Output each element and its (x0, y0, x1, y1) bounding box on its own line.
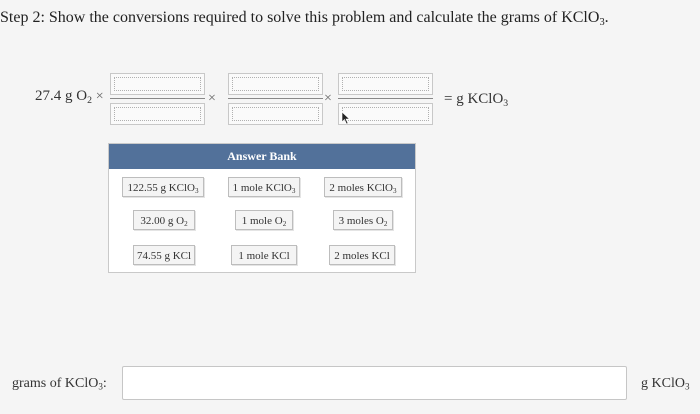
tile-subscript: 3 (392, 187, 397, 196)
answer-tile-32-00-g-o2[interactable] (133, 210, 195, 230)
answer-label-text: grams of KClO (12, 376, 99, 391)
answer-tile-1-mole-o2[interactable] (235, 210, 293, 230)
tile-text: 2 moles KClO (329, 182, 393, 194)
tile-text: 74.55 g KCl (136, 250, 192, 262)
fraction-2-bar (228, 98, 323, 99)
multiply-symbol-1: × (208, 91, 216, 106)
fraction-1-numerator-slot[interactable] (110, 73, 205, 95)
conversion-fraction-1 (110, 73, 205, 125)
answer-label-subscript: 3 (98, 381, 103, 392)
answer-label-colon: : (102, 376, 107, 391)
answer-tile-3-moles-o2[interactable] (333, 210, 393, 230)
mouse-cursor-icon (341, 111, 351, 125)
answer-label (12, 376, 107, 392)
given-value: 27.4 g O (35, 88, 88, 104)
given-quantity (35, 88, 104, 105)
step-instruction-subscript: 3 (599, 17, 605, 29)
tile-subscript: 3 (291, 187, 296, 196)
answer-unit (641, 376, 690, 392)
fraction-3-bar (338, 98, 433, 99)
tile-text: 1 mole KClO (232, 182, 292, 194)
answer-tile-1-mole-kclo3[interactable] (228, 177, 300, 197)
fraction-3-numerator-slot[interactable] (338, 73, 433, 95)
tile-text: 2 moles KCl (334, 250, 390, 262)
conversion-fraction-3 (338, 73, 433, 125)
tile-text: 122.55 g KClO (127, 182, 195, 194)
tile-subscript: 2 (282, 220, 287, 229)
step-instruction-text: Step 2: Show the conversions required to solve this problem and calculate the grams of KClO (0, 9, 600, 26)
answer-bank (108, 143, 416, 273)
given-subscript: 2 (87, 94, 92, 106)
multiply-symbol: × (95, 89, 104, 104)
tile-text: 32.00 g O (140, 215, 185, 227)
result-subscript: 3 (503, 97, 509, 109)
multiply-symbol-2: × (324, 91, 332, 106)
tile-text: 3 moles O (338, 215, 384, 227)
fraction-1-bar (110, 98, 205, 99)
tile-subscript: 3 (194, 187, 199, 196)
fraction-1-denominator-slot[interactable] (110, 103, 205, 125)
answer-tile-2-moles-kclo3[interactable] (324, 177, 402, 197)
result-unit (444, 91, 508, 108)
tile-text: 1 mole O (241, 215, 283, 227)
tile-subscript: 2 (383, 220, 388, 229)
fraction-2-numerator-slot[interactable] (228, 73, 323, 95)
fraction-2-denominator-slot[interactable] (228, 103, 323, 125)
answer-bank-title: Answer Bank (109, 144, 415, 169)
step-instruction (0, 9, 609, 27)
answer-unit-subscript: 3 (684, 381, 690, 392)
conversion-fraction-2 (228, 73, 323, 125)
step-instruction-end: . (604, 9, 609, 26)
grams-answer-input[interactable] (122, 366, 627, 400)
result-text: = g KClO (444, 91, 504, 107)
fraction-3-denominator-slot[interactable] (338, 103, 433, 125)
answer-tile-2-moles-kcl[interactable] (329, 245, 395, 265)
tile-text: 1 mole KCl (238, 250, 290, 262)
answer-tile-74-55-g-kcl[interactable] (133, 245, 195, 265)
answer-unit-text: g KClO (641, 376, 685, 391)
answer-tile-122-55-g-kclo3[interactable] (122, 177, 204, 197)
answer-tile-1-mole-kcl[interactable] (231, 245, 297, 265)
tile-subscript: 2 (184, 220, 188, 229)
